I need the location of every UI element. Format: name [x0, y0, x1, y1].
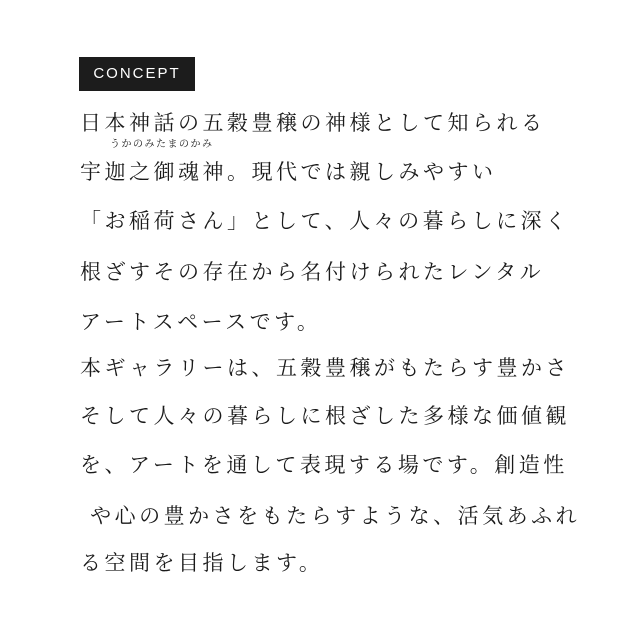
furigana-reading: うかのみたまのかみ: [110, 139, 214, 150]
text-line-9: や心の豊かさをもたらすような、活気あふれ: [80, 504, 581, 528]
text-line-8: を、アートを通して表現する場です。創造性: [80, 453, 568, 477]
concept-label: CONCEPT: [79, 57, 195, 91]
text-line-3: 「お稲荷さん」として、人々の暮らしに深く: [80, 209, 570, 233]
text-line-7: そして人々の暮らしに根ざした多様な価値観: [80, 404, 570, 428]
text-line-6: 本ギャラリーは、五穀豊穣がもたらす豊かさ: [80, 356, 570, 380]
text-line-5: アートスペースです。: [80, 310, 322, 334]
text-line-10: る空間を目指します。: [80, 551, 324, 575]
text-line-1: 日本神話の五穀豊穣の神様として知られる: [80, 111, 546, 135]
text-line-4: 根ざすその存在から名付けられたレンタル: [80, 260, 545, 284]
text-line-2: 宇迦之御魂神。現代では親しみやすい: [80, 160, 497, 184]
